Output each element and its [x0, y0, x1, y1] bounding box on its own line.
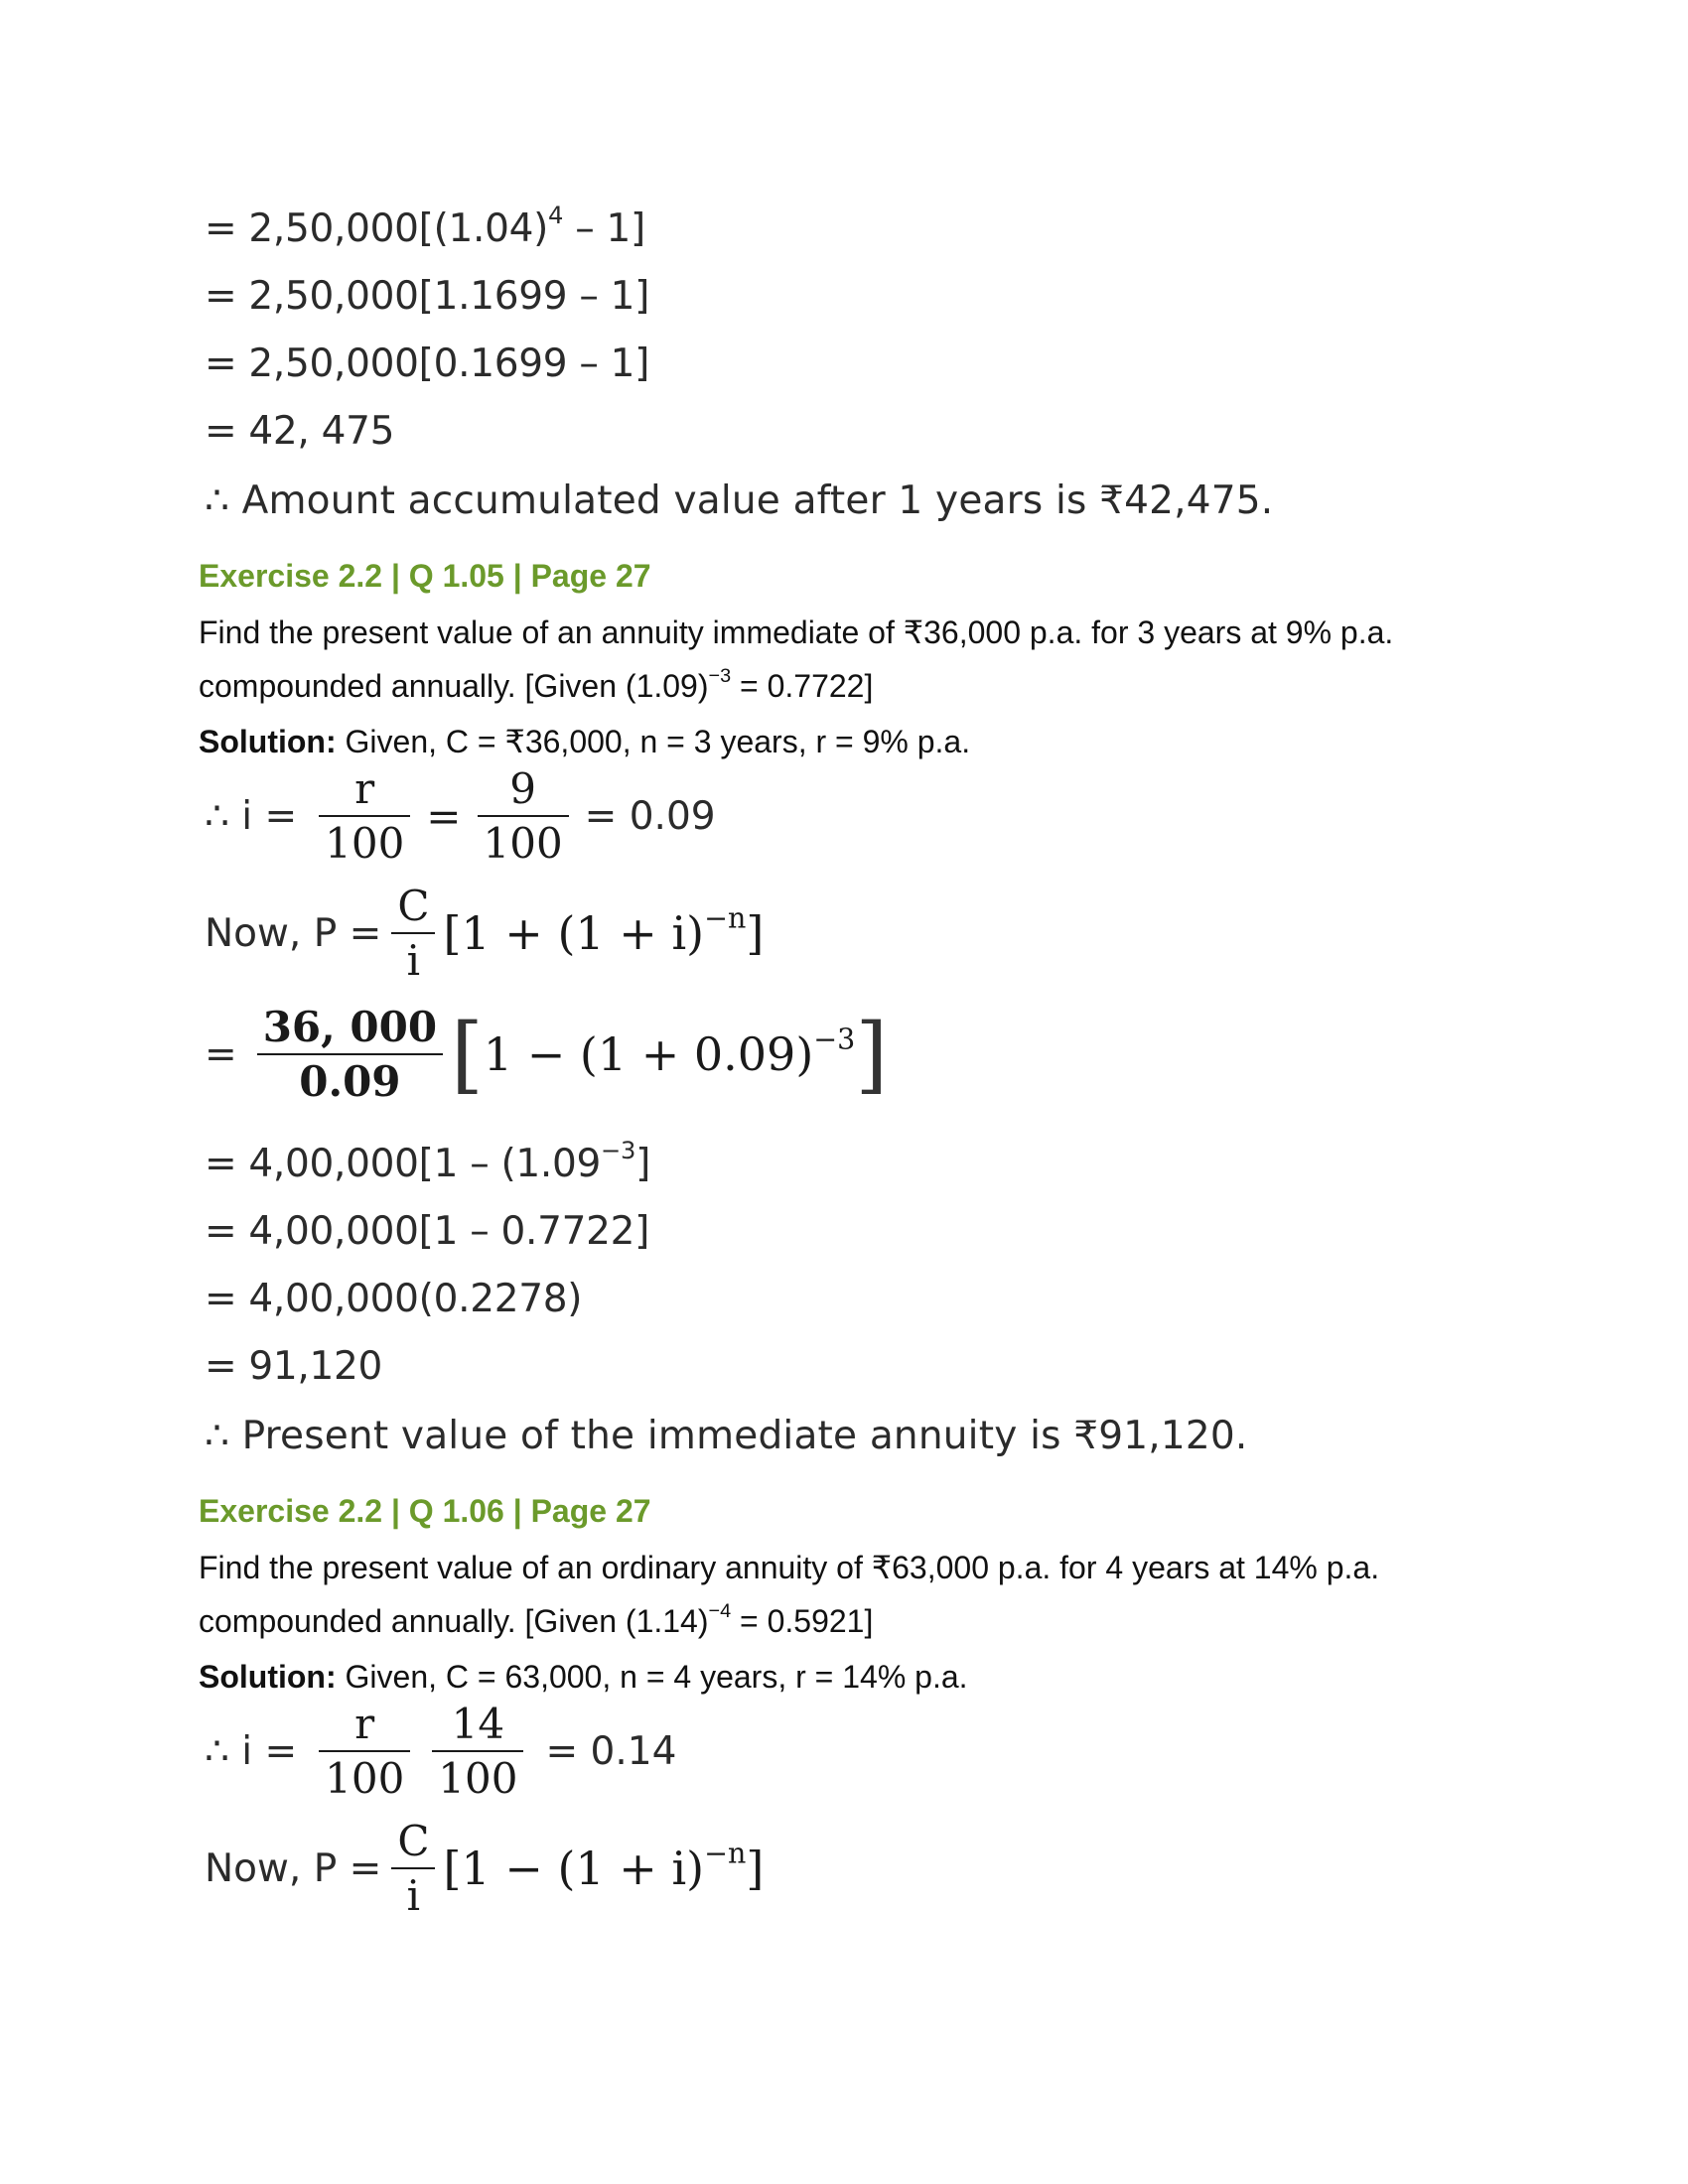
equals-sign: = [205, 1209, 237, 1254]
exponent: −3 [708, 665, 732, 688]
calc-line [205, 1209, 649, 1254]
calc-line [205, 1277, 582, 1321]
numerator: 36, 000 [262, 1003, 438, 1051]
conclusion: ∴ Amount accumulated value after 1 years is ₹42,475. [205, 478, 1274, 523]
solution-label: Solution: [199, 724, 337, 759]
formula-text: [1 + (1 + i) [443, 906, 705, 960]
formula-text: ] [746, 1842, 765, 1895]
formula-text: ] [746, 906, 765, 960]
equals-sign: = [205, 1344, 237, 1389]
numerator: 9 [509, 764, 536, 813]
numerator: 14 [451, 1700, 505, 1748]
calc-text: 42, 475 [248, 409, 395, 454]
calc-text: 4,00,000[1 – 0.7722] [248, 1209, 650, 1254]
formula-result: = 0.14 [545, 1728, 677, 1774]
solution-text: Given, C = ₹36,000, n = 3 years, r = 9% p.a. [336, 724, 971, 759]
equals-sign: = [205, 206, 237, 251]
fraction [432, 1700, 523, 1803]
question-text [199, 1600, 874, 1640]
fraction [257, 1003, 443, 1106]
question-text-part: = 0.5921] [731, 1603, 874, 1639]
denominator: i [406, 936, 421, 985]
conclusion: ∴ Present value of the immediate annuity is ₹91,120. [205, 1414, 1248, 1458]
question-text-part: = 0.7722] [731, 668, 874, 704]
exercise-heading: Exercise 2.2 | Q 1.06 | Page 27 [199, 1493, 651, 1529]
denominator: 100 [483, 819, 563, 868]
denominator: 100 [325, 819, 405, 868]
equals-sign: = [426, 791, 462, 841]
calc-tail: – 1] [563, 206, 645, 251]
equals-sign: = [205, 1277, 237, 1321]
numerator: C [397, 882, 430, 930]
formula-prefix: Now, P = [205, 1845, 382, 1891]
calc-tail: ] [635, 1142, 651, 1186]
calc-line [205, 274, 649, 319]
calc-line [205, 1344, 382, 1389]
question-text: Find the present value of an annuity immediate of ₹36,000 p.a. for 3 years at 9% p.a. [199, 614, 1394, 650]
calc-line [205, 341, 649, 386]
solution-text: Given, C = 63,000, n = 4 years, r = 14% p.a. [336, 1659, 968, 1695]
numerator: r [354, 1700, 375, 1748]
solution-label: Solution: [199, 1659, 337, 1695]
exponent: −n [704, 901, 747, 935]
exponent: −3 [601, 1136, 636, 1164]
calc-text: 2,50,000[(1.04) [248, 206, 549, 251]
fraction [391, 1817, 435, 1920]
denominator: 0.09 [299, 1057, 401, 1106]
exponent: −3 [813, 1023, 856, 1056]
fraction [478, 764, 569, 868]
right-bracket: ] [855, 1006, 889, 1103]
numerator: r [354, 764, 375, 813]
question-text [199, 665, 874, 705]
interest-rate-formula [205, 764, 716, 868]
question-text-part: compounded annually. [Given (1.14) [199, 1603, 709, 1639]
question-text-part: compounded annually. [Given (1.09) [199, 668, 709, 704]
question-text: Find the present value of an ordinary annuity of ₹63,000 p.a. for 4 years at 14% p.a. [199, 1550, 1380, 1585]
denominator: i [406, 1871, 421, 1920]
formula-text: [1 − (1 + i) [443, 1842, 705, 1895]
formula-prefix: ∴ i = [205, 793, 298, 839]
exponent: 4 [548, 201, 564, 229]
exercise-heading: Exercise 2.2 | Q 1.05 | Page 27 [199, 558, 651, 594]
exponent: −4 [708, 1600, 732, 1623]
calc-line [205, 1136, 651, 1186]
calc-text: 4,00,000[1 – (1.09 [248, 1142, 602, 1186]
calc-line [205, 409, 394, 454]
equals-sign: = [205, 341, 237, 386]
equals-sign: = [205, 1031, 237, 1077]
formula-body [443, 901, 765, 960]
substituted-formula [205, 1003, 888, 1106]
numerator: C [397, 1817, 430, 1865]
equals-sign: = [205, 409, 237, 454]
formula-body [483, 1023, 856, 1081]
interest-rate-formula [205, 1700, 676, 1803]
calc-text: 91,120 [248, 1344, 383, 1389]
formula-body [443, 1837, 765, 1895]
calc-line [205, 201, 645, 251]
fraction [391, 882, 435, 985]
exponent: −n [704, 1837, 747, 1870]
calc-text: 2,50,000[1.1699 – 1] [248, 274, 650, 319]
formula-prefix: Now, P = [205, 910, 382, 956]
calc-text: 2,50,000[0.1699 – 1] [248, 341, 650, 386]
equals-sign: = [205, 1142, 237, 1186]
left-bracket: [ [451, 1006, 484, 1103]
formula-prefix: ∴ i = [205, 1728, 298, 1774]
fraction [319, 1700, 410, 1803]
solution-line [199, 1659, 968, 1696]
denominator: 100 [325, 1754, 405, 1803]
formula-text: 1 − (1 + 0.09) [483, 1027, 814, 1081]
formula-result: = 0.09 [584, 793, 716, 839]
present-value-formula [205, 882, 764, 985]
calc-text: 4,00,000(0.2278) [248, 1277, 583, 1321]
denominator: 100 [438, 1754, 518, 1803]
equals-sign: = [205, 274, 237, 319]
fraction [319, 764, 410, 868]
solution-line [199, 723, 970, 760]
present-value-formula [205, 1817, 764, 1920]
